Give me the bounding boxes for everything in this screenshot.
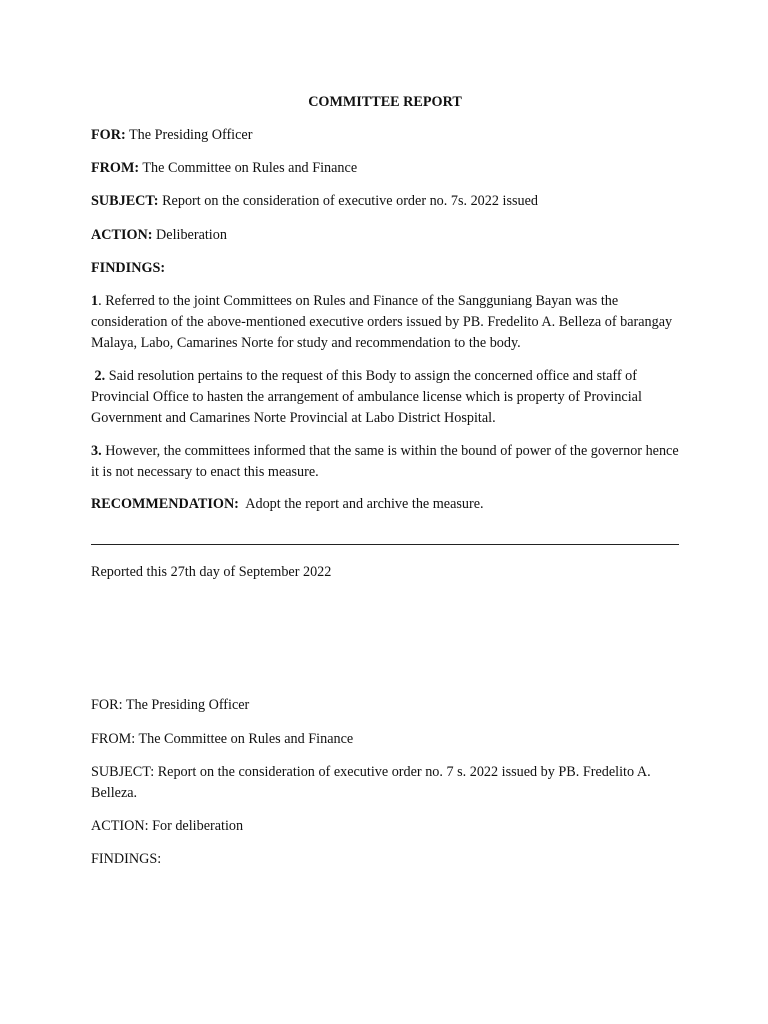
recommendation-line [91, 494, 679, 515]
subject-value: Report on the consideration of executive order no. 7s. 2022 issued [162, 193, 538, 209]
for-value: The Presiding Officer [128, 127, 253, 143]
from-label: FROM: [91, 160, 140, 176]
for-line [91, 125, 679, 146]
finding-text: Said resolution pertains to the request of this Body to assign the concerned office and staff of Provincial Office to hasten the arrangement of ambulance license which is property of Provincial Government and Camarines Norte Provincial at Labo District Hospital. [91, 368, 642, 426]
second-subject-line: SUBJECT: Report on the consideration of executive order no. 7 s. 2022 issued by PB. Fredelito A. Belleza. [91, 764, 651, 801]
action-line [91, 225, 679, 246]
second-from-line: FROM: The Committee on Rules and Finance [91, 731, 354, 747]
finding-text: However, the committees informed that the same is within the bound of power of the governor hence it is not necessary to enact this measure. [91, 443, 679, 480]
finding-item-3 [91, 441, 679, 483]
second-findings-line: FINDINGS: [91, 851, 162, 867]
finding-number: 2. [94, 368, 106, 384]
second-action-line: ACTION: For deliberation [91, 818, 244, 834]
finding-number: 3. [91, 443, 102, 459]
for-label: FOR: [91, 127, 126, 143]
second-for-line: FOR: The Presiding Officer [91, 697, 250, 713]
action-value: Deliberation [156, 227, 227, 243]
finding-text: . Referred to the joint Committees on Rules and Finance of the Sangguniang Bayan was the consideration of the above-mentioned executive orders issued by PB. Fredelito A. Belleza of barangay Malaya, Labo, Camarines Norte for study and recommendation to the body. [91, 293, 673, 351]
subject-line [91, 191, 679, 212]
reported-line: Reported this 27th day of September 2022 [91, 564, 332, 580]
page-title: COMMITTEE REPORT [308, 94, 462, 110]
action-label: ACTION: [91, 227, 153, 243]
divider-line [91, 544, 679, 545]
findings-label: FINDINGS: [91, 260, 166, 276]
findings-heading [91, 258, 679, 279]
from-value: The Committee on Rules and Finance [142, 160, 358, 176]
recommendation-value: Adopt the report and archive the measure. [245, 496, 484, 512]
finding-item-1 [91, 291, 679, 354]
from-line [91, 158, 679, 179]
finding-number: 1 [91, 293, 99, 309]
finding-item-2 [91, 366, 679, 429]
recommendation-label: RECOMMENDATION: [91, 496, 239, 512]
subject-label: SUBJECT: [91, 193, 159, 209]
